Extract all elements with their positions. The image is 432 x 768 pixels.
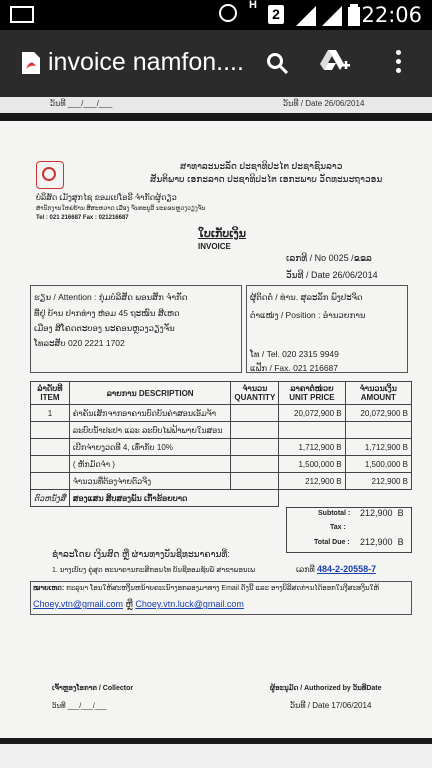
table-row [31,439,412,456]
row-item [31,473,70,490]
country-heading: ສາທາລະນະລັດ ປະຊາທິປະໄຕ ປະຊາຊົນລາວ [180,161,343,171]
table-row [31,473,412,490]
row-amount [345,422,411,439]
company-logo [36,161,64,189]
email-link-1[interactable]: Choey.vtn@gmail.com [33,599,123,609]
save-to-drive-icon[interactable] [320,50,350,76]
row-unit-price: 1,500,000 B [279,456,345,473]
header-unit-price: ລາຄາຕໍ່ໜ່ວຍ UNIT PRICE [279,382,345,405]
table-row [31,405,412,422]
company-tel-fax: Tel : 021 216687 Fax : 021216687 [36,215,129,221]
amount-in-words: ສອງແສນ ສິບສອງພັນ ເກົ້າຮ້ອຍບາດ [69,490,278,507]
row-item: 1 [31,405,70,422]
row-amount: 1,500,000 B [345,456,411,473]
header-description: ລາຍການ DESCRIPTION [69,382,230,405]
invoice-title-en: INVOICE [198,242,231,251]
tax-label: Tax : [330,524,346,531]
pdf-page[interactable] [0,121,432,738]
table-row [31,456,412,473]
row-description: ຄ່າຄັນເສັກຈາກອາຄານບົດບັນຄ່າສອນເອັມຈ້າ [69,405,230,422]
row-quantity [231,473,279,490]
previous-page-date-right: ວັນທີ / Date 26/06/2014 [283,99,365,108]
row-description: ເບີກຈ່າຍງວດທີ 4, ເທົ່າກັບ 10% [69,439,230,456]
email-link-2[interactable]: Choey.vtn.luck@gmail.com [135,599,244,609]
sim-indicator: 2 [268,5,284,24]
pdf-icon [22,52,40,74]
row-unit-price [279,422,345,439]
row-unit-price: 212,900 B [279,473,345,490]
contact-tel: ໂທ / Tel. 020 2315 9949 [250,349,339,359]
invoice-date: ວັນທີ / Date 26/06/2014 [286,270,378,280]
invoice-number: ເລກທີ / No 0025 /ຂຂລ [286,253,372,263]
line-items-table [30,381,412,507]
row-quantity [231,405,279,422]
header-quantity: ຈໍານວນ QUANTITY [231,382,279,405]
overflow-menu-icon[interactable] [393,50,403,78]
collector-label: ເຈົ້າຫຼອງໂອກາຕ / Collector [52,685,134,692]
subtotal-label: Subtotal : [318,510,351,517]
row-unit-price: 20,072,900 B [279,405,345,422]
total-due-value: 212,900 B [360,537,404,547]
clock: 22:06 [361,3,422,27]
invoice-title-lao: ໃບເກັບເງິນ [198,228,246,240]
amount-in-words-row [31,490,412,507]
remark-emails: Choey.vtn@gmail.com ຫຼື Choey.vtn.luck@gmail.com [33,599,244,609]
customer-attention: ຮຽນ / Attention : ກຸ່ມບໍລິສັດ ພອນສັກ ຈໍາກັດ [34,292,188,302]
row-amount: 212,900 B [345,473,411,490]
row-unit-price: 1,712,900 B [279,439,345,456]
company-name: ບໍລິສັດ ເມັງສຸກໄຊ ຂອມເປໂອຣີ ຈໍາກັດຜູ້ດຽວ [36,193,177,202]
contact-position: ຕໍາແໜ່ງ / Position : ອໍານວຍການ [250,310,366,320]
row-quantity [231,439,279,456]
row-description: ຈໍານວນທີ່ຕ້ອງຈ່າຍຕົວຈິງ [69,473,230,490]
company-address: ສໍານັກງານໃຫຍ່ບ້ານ ສີສະຫວາດ ເມືອງ ຈັນທະບູລີ ນະຄອນຫຼວງວຽງຈັນ [36,206,206,212]
header-amount: ຈໍານວນເງິນ AMOUNT [345,382,411,405]
customer-tel: ໂທລະສັບ 020 2221 1702 [34,338,125,348]
signal-icon [296,6,344,26]
previous-page-date-left: ວັນທີ ___/___/___ [50,99,113,108]
collector-date: ວັນທີ ___/___/___ [52,703,107,710]
total-due-label: Total Due : [314,539,350,546]
authorized-by-label: ຜູ້ອະນຸມັດ / Authorized by ວັນທີDate [270,685,382,692]
row-quantity [231,422,279,439]
row-description: ( ຫັກມັດຈຳ ) [69,456,230,473]
table-row [31,422,412,439]
status-bar [0,0,432,30]
contact-fax: ແຟັກ / Fax. 021 216687 [250,363,339,373]
account-number: ເລກທີ 484-2-20558-7 [296,564,377,574]
bank-details: 1. ນາງເບັບງ ຄູ່ສຸດ ທະນາຄານກະສິກອນໄທ ບັນຊີອອມຊັບພ໌ ສາຂາພອນເພ [52,567,255,574]
customer-address-1: ທີ່ຢູ່ ບ້ານ ປາກທ່າງ ຫ່ອມ 45 ຖະໜົນ ສີເຫດ [34,308,180,318]
national-motto: ສັນຕິພາບ ເອກະລາດ ປະຊາທິປະໄຕ ເອກະພາບ ວັດທະນະຖາວອນ [150,174,383,184]
row-amount: 1,712,900 B [345,439,411,456]
row-quantity [231,456,279,473]
search-icon[interactable] [266,52,288,74]
words-label: ຕົວຫນັງສື [31,490,70,507]
subtotal-value: 212,900 B [360,508,404,518]
row-amount: 20,072,900 B [345,405,411,422]
gallery-notification-icon [10,6,34,23]
row-description: ລະບົບນ້ຳປະປາ ແລະ ລະບົບໄຟຟ້າພາຍໃນສອນ [69,422,230,439]
network-type-indicator: H [249,0,257,11]
battery-icon [348,4,360,26]
row-item [31,439,70,456]
row-item [31,422,70,439]
row-item [31,456,70,473]
payment-note: ຊໍາລະໂດຍ ເງິນສົດ ຫຼື ຜ່ານທາງບັນຊີທະນາຄານທີ່: [52,549,230,559]
alarm-icon [219,4,237,22]
next-page-peek [0,744,432,768]
authorized-date: ວັນທີ / Date 17/06/2014 [290,701,372,710]
header-item: ລໍາດັບທີ ITEM [31,382,70,405]
app-bar [0,30,432,97]
contact-person: ຜູ້ຕິດຕໍ່ / ທ່ານ. ສຸລະລັກ ພົງປະຈິດ [250,292,363,302]
remark-text: ໝາຍເຫດ: ກະລຸນາ ໂອນໃຫ້ສະຫງິ້ນຫນ້າຍຄະເນົາງອກລອງມາທາງ Email ດັ່ງນີ້ ແລະ ອາງບິລີສດກ່ານໄດ້ອອກໃນງີສະທງິນໃຫ້ [33,585,380,592]
previous-page-peek [0,97,432,113]
page-separator [0,113,432,121]
customer-address-2: ເມືອງ ສີໂຄດຕະບອງ ນະຄອນຫຼວງວຽງຈັນ [34,323,175,333]
document-title: invoice namfon.... [48,48,244,76]
